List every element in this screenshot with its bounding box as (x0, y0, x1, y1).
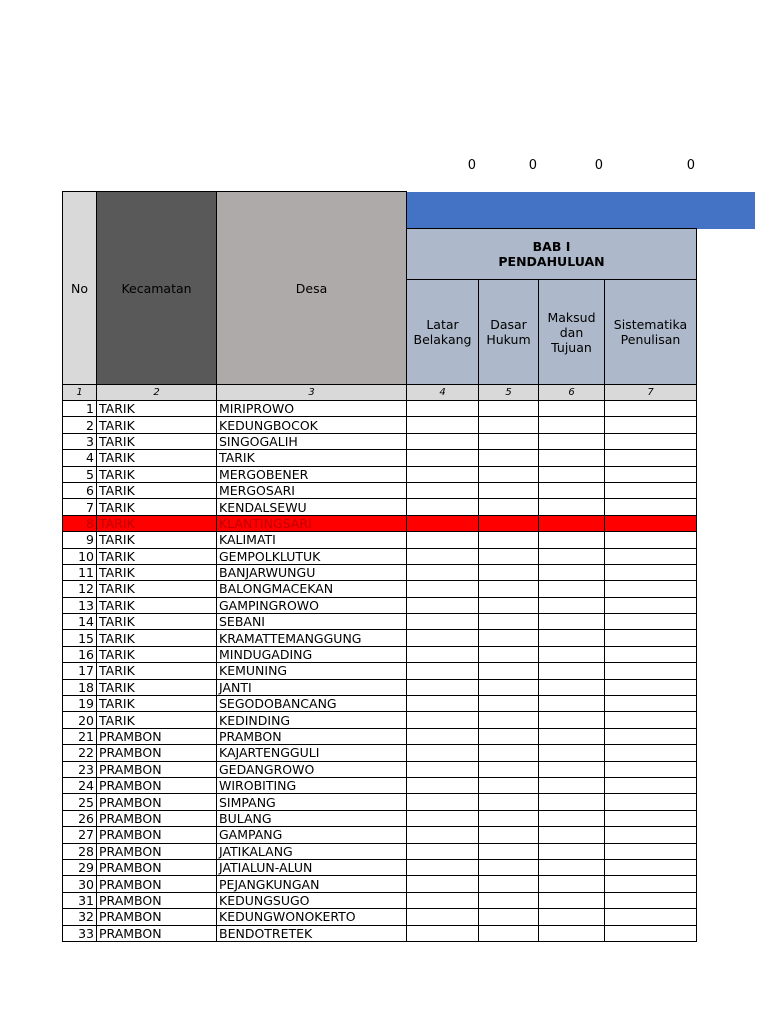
header-bab-line1: BAB I (532, 239, 571, 254)
dasar-hukum-cell[interactable] (479, 810, 539, 826)
desa-cell[interactable]: SEBANI (217, 614, 407, 630)
kecamatan-cell[interactable]: TARIK (97, 696, 217, 712)
dasar-hukum-cell[interactable] (479, 614, 539, 630)
sistematika-cell[interactable] (605, 499, 697, 515)
sistematika-cell[interactable] (605, 466, 697, 482)
kecamatan-cell[interactable]: TARIK (97, 466, 217, 482)
header-desa: Desa (217, 192, 407, 385)
dasar-hukum-cell[interactable] (479, 548, 539, 564)
latar-belakang-cell[interactable] (407, 827, 479, 843)
header-latar-belakang: Latar Belakang (407, 280, 479, 385)
sistematika-cell[interactable] (605, 515, 697, 531)
row-number[interactable]: 11 (63, 564, 97, 580)
maksud-tujuan-cell[interactable] (539, 581, 605, 597)
table-row[interactable] (63, 925, 697, 941)
row-number[interactable]: 9 (63, 532, 97, 548)
row-number[interactable]: 3 (63, 433, 97, 449)
desa-cell[interactable]: JATIALUN-ALUN (217, 859, 407, 875)
table-row[interactable] (63, 843, 697, 859)
row-number[interactable]: 16 (63, 646, 97, 662)
sistematika-cell[interactable] (605, 728, 697, 744)
row-number[interactable]: 15 (63, 630, 97, 646)
desa-cell[interactable]: BULANG (217, 810, 407, 826)
kecamatan-cell[interactable]: PRAMBON (97, 925, 217, 941)
sistematika-cell[interactable] (605, 433, 697, 449)
desa-cell[interactable]: WIROBITING (217, 777, 407, 793)
desa-cell[interactable]: MERGOSARI (217, 482, 407, 498)
latar-belakang-cell[interactable] (407, 663, 479, 679)
latar-belakang-cell[interactable] (407, 466, 479, 482)
sistematika-cell[interactable] (605, 761, 697, 777)
desa-cell[interactable]: KEDUNGSUGO (217, 892, 407, 908)
desa-cell[interactable]: MERGOBENER (217, 466, 407, 482)
maksud-tujuan-cell[interactable] (539, 499, 605, 515)
header-bab-i (407, 229, 697, 280)
dasar-hukum-cell[interactable] (479, 745, 539, 761)
kecamatan-cell[interactable]: TARIK (97, 663, 217, 679)
latar-belakang-cell[interactable] (407, 859, 479, 875)
dasar-hukum-cell[interactable] (479, 761, 539, 777)
header-kecamatan: Kecamatan (97, 192, 217, 385)
table-row[interactable] (63, 401, 697, 417)
sistematika-cell[interactable] (605, 482, 697, 498)
row-number[interactable]: 7 (63, 499, 97, 515)
row-number[interactable]: 31 (63, 892, 97, 908)
latar-belakang-cell[interactable] (407, 892, 479, 908)
desa-cell[interactable]: GEMPOLKLUTUK (217, 548, 407, 564)
dasar-hukum-cell[interactable] (479, 859, 539, 875)
village-table (62, 191, 697, 942)
table-row[interactable] (63, 548, 697, 564)
desa-cell[interactable]: GEDANGROWO (217, 761, 407, 777)
latar-belakang-cell[interactable] (407, 564, 479, 580)
kecamatan-cell[interactable]: TARIK (97, 532, 217, 548)
desa-cell[interactable]: PEJANGKUNGAN (217, 876, 407, 892)
dasar-hukum-cell[interactable] (479, 876, 539, 892)
total-value-4: 0 (686, 158, 695, 173)
header-band-cell (407, 192, 697, 229)
desa-cell[interactable]: KRAMATTEMANGGUNG (217, 630, 407, 646)
row-number[interactable]: 33 (63, 925, 97, 941)
desa-cell[interactable]: KENDALSEWU (217, 499, 407, 515)
maksud-tujuan-cell[interactable] (539, 679, 605, 695)
header-sistematika-penulisan: Sistematika Penulisan (605, 280, 697, 385)
table-row[interactable] (63, 433, 697, 449)
desa-cell[interactable]: JANTI (217, 679, 407, 695)
sistematika-cell[interactable] (605, 859, 697, 875)
desa-cell[interactable]: SINGOGALIH (217, 433, 407, 449)
dasar-hukum-cell[interactable] (479, 696, 539, 712)
kecamatan-cell[interactable]: PRAMBON (97, 909, 217, 925)
desa-cell[interactable]: JATIKALANG (217, 843, 407, 859)
table-row[interactable] (63, 679, 697, 695)
latar-belakang-cell[interactable] (407, 876, 479, 892)
kecamatan-cell[interactable]: PRAMBON (97, 794, 217, 810)
row-number[interactable]: 17 (63, 663, 97, 679)
row-number[interactable]: 20 (63, 712, 97, 728)
table-row[interactable] (63, 728, 697, 744)
kecamatan-cell[interactable]: TARIK (97, 499, 217, 515)
table-body (63, 401, 697, 942)
sistematika-cell[interactable] (605, 614, 697, 630)
latar-belakang-cell[interactable] (407, 597, 479, 613)
row-number[interactable]: 26 (63, 810, 97, 826)
header-maksud-dan-tujuan: Maksud dan Tujuan (539, 280, 605, 385)
dasar-hukum-cell[interactable] (479, 433, 539, 449)
table-row[interactable] (63, 499, 697, 515)
column-number: 3 (217, 385, 407, 401)
row-number[interactable]: 23 (63, 761, 97, 777)
table-row[interactable] (63, 859, 697, 875)
sistematika-cell[interactable] (605, 679, 697, 695)
table-row[interactable] (63, 827, 697, 843)
kecamatan-cell[interactable]: TARIK (97, 679, 217, 695)
row-number[interactable]: 21 (63, 728, 97, 744)
maksud-tujuan-cell[interactable] (539, 827, 605, 843)
dasar-hukum-cell[interactable] (479, 728, 539, 744)
dasar-hukum-cell[interactable] (479, 646, 539, 662)
desa-cell[interactable]: KEDUNGBOCOK (217, 417, 407, 433)
latar-belakang-cell[interactable] (407, 777, 479, 793)
dasar-hukum-cell[interactable] (479, 909, 539, 925)
row-number[interactable]: 29 (63, 859, 97, 875)
maksud-tujuan-cell[interactable] (539, 859, 605, 875)
sistematika-cell[interactable] (605, 876, 697, 892)
latar-belakang-cell[interactable] (407, 401, 479, 417)
desa-cell[interactable]: MINDUGADING (217, 646, 407, 662)
kecamatan-cell[interactable]: TARIK (97, 564, 217, 580)
table-row[interactable] (63, 581, 697, 597)
total-value-2: 0 (528, 158, 537, 173)
desa-cell[interactable]: BALONGMACEKAN (217, 581, 407, 597)
table-row[interactable] (63, 909, 697, 925)
dasar-hukum-cell[interactable] (479, 843, 539, 859)
sistematika-cell[interactable] (605, 745, 697, 761)
maksud-tujuan-cell[interactable] (539, 646, 605, 662)
kecamatan-cell[interactable]: TARIK (97, 614, 217, 630)
totals-row (0, 158, 768, 176)
sistematika-cell[interactable] (605, 401, 697, 417)
column-number: 6 (539, 385, 605, 401)
latar-belakang-cell[interactable] (407, 450, 479, 466)
row-number[interactable]: 6 (63, 482, 97, 498)
kecamatan-cell[interactable]: PRAMBON (97, 761, 217, 777)
sistematika-cell[interactable] (605, 597, 697, 613)
table-row[interactable] (63, 876, 697, 892)
table-row[interactable] (63, 810, 697, 826)
dasar-hukum-cell[interactable] (479, 630, 539, 646)
latar-belakang-cell[interactable] (407, 696, 479, 712)
latar-belakang-cell[interactable] (407, 630, 479, 646)
maksud-tujuan-cell[interactable] (539, 843, 605, 859)
maksud-tujuan-cell[interactable] (539, 909, 605, 925)
table-row[interactable] (63, 482, 697, 498)
kecamatan-cell[interactable]: PRAMBON (97, 892, 217, 908)
kecamatan-cell[interactable]: TARIK (97, 433, 217, 449)
latar-belakang-cell[interactable] (407, 810, 479, 826)
column-number-row (63, 385, 697, 401)
kecamatan-cell[interactable]: TARIK (97, 712, 217, 728)
sistematika-cell[interactable] (605, 892, 697, 908)
dasar-hukum-cell[interactable] (479, 794, 539, 810)
sistematika-cell[interactable] (605, 548, 697, 564)
latar-belakang-cell[interactable] (407, 679, 479, 695)
table-row[interactable] (63, 597, 697, 613)
maksud-tujuan-cell[interactable] (539, 597, 605, 613)
dasar-hukum-cell[interactable] (479, 597, 539, 613)
latar-belakang-cell[interactable] (407, 712, 479, 728)
dasar-hukum-cell[interactable] (479, 450, 539, 466)
kecamatan-cell[interactable]: PRAMBON (97, 859, 217, 875)
dasar-hukum-cell[interactable] (479, 564, 539, 580)
latar-belakang-cell[interactable] (407, 925, 479, 941)
kecamatan-cell[interactable]: TARIK (97, 450, 217, 466)
column-number: 2 (97, 385, 217, 401)
row-number[interactable]: 24 (63, 777, 97, 793)
kecamatan-cell[interactable]: PRAMBON (97, 810, 217, 826)
maksud-tujuan-cell[interactable] (539, 712, 605, 728)
row-number[interactable]: 30 (63, 876, 97, 892)
kecamatan-cell[interactable]: PRAMBON (97, 843, 217, 859)
column-number: 1 (63, 385, 97, 401)
table-row[interactable] (63, 417, 697, 433)
table-row[interactable] (63, 532, 697, 548)
desa-cell[interactable]: PRAMBON (217, 728, 407, 744)
sistematika-cell[interactable] (605, 696, 697, 712)
row-number[interactable]: 28 (63, 843, 97, 859)
row-number[interactable]: 19 (63, 696, 97, 712)
desa-cell[interactable]: GAMPANG (217, 827, 407, 843)
header-dasar-hukum: Dasar Hukum (479, 280, 539, 385)
dasar-hukum-cell[interactable] (479, 679, 539, 695)
table-row-highlighted[interactable] (63, 515, 697, 531)
table-row[interactable] (63, 450, 697, 466)
dasar-hukum-cell[interactable] (479, 417, 539, 433)
row-number[interactable]: 8 (63, 515, 97, 531)
table-row[interactable] (63, 761, 697, 777)
kecamatan-cell[interactable]: TARIK (97, 548, 217, 564)
maksud-tujuan-cell[interactable] (539, 728, 605, 744)
sistematika-cell[interactable] (605, 810, 697, 826)
row-number[interactable]: 2 (63, 417, 97, 433)
kecamatan-cell[interactable]: TARIK (97, 646, 217, 662)
table-row[interactable] (63, 564, 697, 580)
maksud-tujuan-cell[interactable] (539, 614, 605, 630)
latar-belakang-cell[interactable] (407, 515, 479, 531)
sistematika-cell[interactable] (605, 646, 697, 662)
latar-belakang-cell[interactable] (407, 646, 479, 662)
latar-belakang-cell[interactable] (407, 581, 479, 597)
latar-belakang-cell[interactable] (407, 417, 479, 433)
maksud-tujuan-cell[interactable] (539, 433, 605, 449)
sistematika-cell[interactable] (605, 925, 697, 941)
table-row[interactable] (63, 745, 697, 761)
desa-cell[interactable]: KALIMATI (217, 532, 407, 548)
dasar-hukum-cell[interactable] (479, 499, 539, 515)
kecamatan-cell[interactable]: TARIK (97, 630, 217, 646)
latar-belakang-cell[interactable] (407, 745, 479, 761)
sistematika-cell[interactable] (605, 777, 697, 793)
table-row[interactable] (63, 892, 697, 908)
total-value-1: 0 (467, 158, 476, 173)
dasar-hukum-cell[interactable] (479, 532, 539, 548)
maksud-tujuan-cell[interactable] (539, 401, 605, 417)
dasar-hukum-cell[interactable] (479, 482, 539, 498)
dasar-hukum-cell[interactable] (479, 515, 539, 531)
desa-cell[interactable]: MIRIPROWO (217, 401, 407, 417)
table-row[interactable] (63, 696, 697, 712)
kecamatan-cell[interactable]: TARIK (97, 482, 217, 498)
maksud-tujuan-cell[interactable] (539, 532, 605, 548)
table-row[interactable] (63, 646, 697, 662)
latar-belakang-cell[interactable] (407, 761, 479, 777)
column-number: 5 (479, 385, 539, 401)
latar-belakang-cell[interactable] (407, 843, 479, 859)
maksud-tujuan-cell[interactable] (539, 745, 605, 761)
table-row[interactable] (63, 794, 697, 810)
table-row[interactable] (63, 466, 697, 482)
dasar-hukum-cell[interactable] (479, 777, 539, 793)
kecamatan-cell[interactable]: TARIK (97, 417, 217, 433)
dasar-hukum-cell[interactable] (479, 827, 539, 843)
kecamatan-cell[interactable]: TARIK (97, 581, 217, 597)
dasar-hukum-cell[interactable] (479, 663, 539, 679)
maksud-tujuan-cell[interactable] (539, 777, 605, 793)
latar-belakang-cell[interactable] (407, 794, 479, 810)
latar-belakang-cell[interactable] (407, 614, 479, 630)
desa-cell[interactable]: KEMUNING (217, 663, 407, 679)
row-number[interactable]: 14 (63, 614, 97, 630)
maksud-tujuan-cell[interactable] (539, 892, 605, 908)
desa-cell[interactable]: TARIK (217, 450, 407, 466)
maksud-tujuan-cell[interactable] (539, 810, 605, 826)
maksud-tujuan-cell[interactable] (539, 761, 605, 777)
sistematika-cell[interactable] (605, 712, 697, 728)
maksud-tujuan-cell[interactable] (539, 482, 605, 498)
row-number[interactable]: 5 (63, 466, 97, 482)
column-number: 4 (407, 385, 479, 401)
sistematika-cell[interactable] (605, 843, 697, 859)
table-row[interactable] (63, 614, 697, 630)
desa-cell[interactable]: KLANTINGSARI (217, 515, 407, 531)
desa-cell[interactable]: KEDINDING (217, 712, 407, 728)
row-number[interactable]: 22 (63, 745, 97, 761)
kecamatan-cell[interactable]: PRAMBON (97, 745, 217, 761)
maksud-tujuan-cell[interactable] (539, 564, 605, 580)
maksud-tujuan-cell[interactable] (539, 417, 605, 433)
dasar-hukum-cell[interactable] (479, 712, 539, 728)
row-number[interactable]: 12 (63, 581, 97, 597)
desa-cell[interactable]: GAMPINGROWO (217, 597, 407, 613)
desa-cell[interactable]: SEGODOBANCANG (217, 696, 407, 712)
maksud-tujuan-cell[interactable] (539, 450, 605, 466)
table-row[interactable] (63, 777, 697, 793)
latar-belakang-cell[interactable] (407, 728, 479, 744)
row-number[interactable]: 25 (63, 794, 97, 810)
row-number[interactable]: 18 (63, 679, 97, 695)
kecamatan-cell[interactable]: TARIK (97, 515, 217, 531)
dasar-hukum-cell[interactable] (479, 892, 539, 908)
maksud-tujuan-cell[interactable] (539, 548, 605, 564)
table-row[interactable] (63, 630, 697, 646)
maksud-tujuan-cell[interactable] (539, 663, 605, 679)
row-number[interactable]: 32 (63, 909, 97, 925)
sistematika-cell[interactable] (605, 663, 697, 679)
sistematika-cell[interactable] (605, 909, 697, 925)
latar-belakang-cell[interactable] (407, 548, 479, 564)
desa-cell[interactable]: SIMPANG (217, 794, 407, 810)
kecamatan-cell[interactable]: PRAMBON (97, 777, 217, 793)
latar-belakang-cell[interactable] (407, 909, 479, 925)
latar-belakang-cell[interactable] (407, 532, 479, 548)
dasar-hukum-cell[interactable] (479, 925, 539, 941)
sistematika-cell[interactable] (605, 417, 697, 433)
sistematika-cell[interactable] (605, 564, 697, 580)
row-number[interactable]: 10 (63, 548, 97, 564)
maksud-tujuan-cell[interactable] (539, 630, 605, 646)
total-value-3: 0 (594, 158, 603, 173)
latar-belakang-cell[interactable] (407, 433, 479, 449)
dasar-hukum-cell[interactable] (479, 581, 539, 597)
desa-cell[interactable]: KEDUNGWONOKERTO (217, 909, 407, 925)
kecamatan-cell[interactable]: PRAMBON (97, 827, 217, 843)
desa-cell[interactable]: KAJARTENGGULI (217, 745, 407, 761)
kecamatan-cell[interactable]: PRAMBON (97, 876, 217, 892)
sistematika-cell[interactable] (605, 581, 697, 597)
sistematika-cell[interactable] (605, 450, 697, 466)
desa-cell[interactable]: BENDOTRETEK (217, 925, 407, 941)
row-number[interactable]: 4 (63, 450, 97, 466)
maksud-tujuan-cell[interactable] (539, 515, 605, 531)
sistematika-cell[interactable] (605, 630, 697, 646)
maksud-tujuan-cell[interactable] (539, 696, 605, 712)
maksud-tujuan-cell[interactable] (539, 794, 605, 810)
maksud-tujuan-cell[interactable] (539, 925, 605, 941)
maksud-tujuan-cell[interactable] (539, 876, 605, 892)
kecamatan-cell[interactable]: TARIK (97, 401, 217, 417)
kecamatan-cell[interactable]: PRAMBON (97, 728, 217, 744)
row-number[interactable]: 27 (63, 827, 97, 843)
header-no: No (63, 192, 97, 385)
latar-belakang-cell[interactable] (407, 499, 479, 515)
row-number[interactable]: 13 (63, 597, 97, 613)
desa-cell[interactable]: BANJARWUNGU (217, 564, 407, 580)
row-number[interactable]: 1 (63, 401, 97, 417)
column-number: 7 (605, 385, 697, 401)
latar-belakang-cell[interactable] (407, 482, 479, 498)
sistematika-cell[interactable] (605, 532, 697, 548)
dasar-hukum-cell[interactable] (479, 466, 539, 482)
kecamatan-cell[interactable]: TARIK (97, 597, 217, 613)
dasar-hukum-cell[interactable] (479, 401, 539, 417)
sistematika-cell[interactable] (605, 827, 697, 843)
sistematika-cell[interactable] (605, 794, 697, 810)
maksud-tujuan-cell[interactable] (539, 466, 605, 482)
table-row[interactable] (63, 663, 697, 679)
table-row[interactable] (63, 712, 697, 728)
header-bab-line2: PENDAHULUAN (498, 254, 605, 269)
